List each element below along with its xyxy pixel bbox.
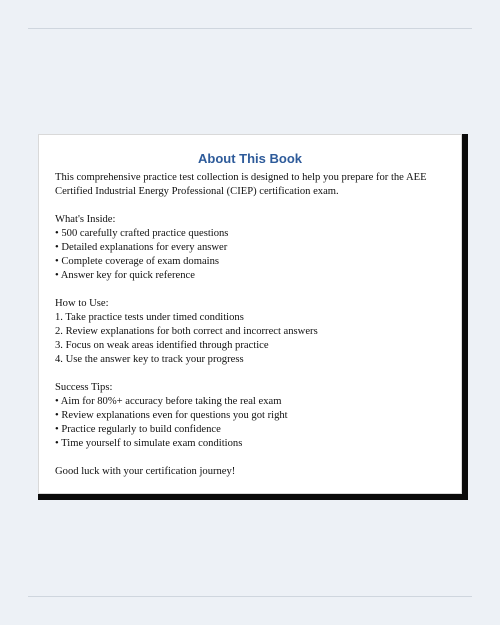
list-item: • Complete coverage of exam domains (55, 256, 220, 267)
bottom-divider (28, 596, 472, 597)
top-divider (28, 28, 472, 29)
list-item: • Answer key for quick reference (55, 270, 195, 281)
list-item: • Review explanations even for questions you got right (55, 410, 288, 421)
list-item: 4. Use the answer key to track your progress (55, 354, 244, 365)
how-to-use-list (55, 311, 445, 367)
page-title: About This Book (198, 151, 302, 166)
about-book-card (38, 134, 462, 494)
list-item: 3. Focus on weak areas identified through practice (55, 340, 269, 351)
list-item: 1. Take practice tests under timed conditions (55, 312, 244, 323)
list-item: • 500 carefully crafted practice questions (55, 228, 229, 239)
closing-line: Good luck with your certification journey! (55, 466, 236, 477)
spacer (55, 367, 445, 381)
list-item: 2. Review explanations for both correct and incorrect answers (55, 326, 318, 337)
whats-inside-list (55, 227, 445, 283)
success-tips-list (55, 395, 445, 451)
spacer (55, 451, 445, 465)
card-body (55, 171, 445, 479)
how-to-use-heading: How to Use: (55, 298, 109, 309)
spacer (55, 283, 445, 297)
list-item: • Detailed explanations for every answer (55, 242, 228, 253)
list-item: • Practice regularly to build confidence (55, 424, 221, 435)
intro-paragraph: This comprehensive practice test collection is designed to help you prepare for the AEE Certified Industrial Energy Professional (CIEP) certification exam. (55, 172, 427, 197)
success-tips-heading: Success Tips: (55, 382, 113, 393)
list-item: • Aim for 80%+ accuracy before taking the real exam (55, 396, 282, 407)
list-item: • Time yourself to simulate exam conditions (55, 438, 243, 449)
spacer (55, 199, 445, 213)
whats-inside-heading: What's Inside: (55, 214, 116, 225)
